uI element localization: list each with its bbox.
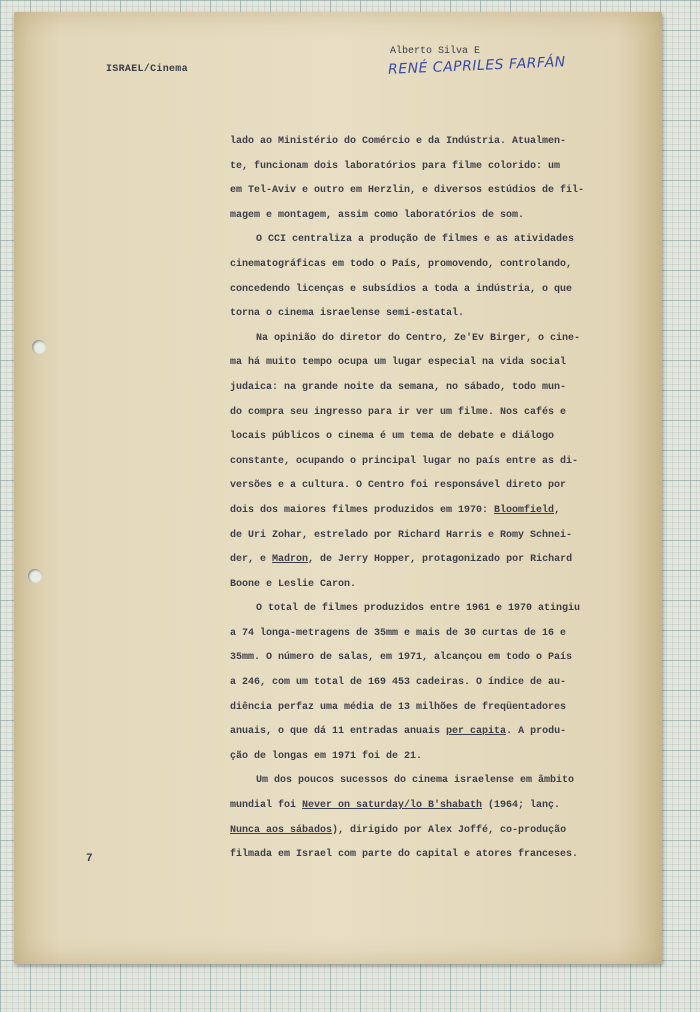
text-line: cinematográficas em todo o País, promovendo, controlando, <box>230 258 573 270</box>
text-line: em Tel-Aviv e outro em Herzlin, e diversos estúdios de fil- <box>230 185 585 197</box>
paragraph-4 <box>230 597 610 769</box>
text-line: de Uri Zohar, estrelado por Richard Harris e Romy Schnei- <box>230 529 573 541</box>
text-line: ção de longas em 1971 foi de 21. <box>230 750 423 762</box>
text-line <box>230 720 610 745</box>
text-fragment: . A produ- <box>506 726 567 738</box>
text-line <box>230 794 610 819</box>
text-fragment: , de Jerry Hopper, protagonizado por Richard <box>308 554 573 566</box>
punch-hole-top <box>32 340 46 354</box>
text-line: versões e a cultura. O Centro foi responsável direto por <box>230 480 567 492</box>
text-line: torna o cinema israelense semi-estatal. <box>230 308 465 320</box>
text-fragment: dois dos maiores filmes produzidos em 1970: <box>230 504 495 516</box>
paragraph-5 <box>230 769 610 867</box>
paragraph-2 <box>230 228 610 326</box>
text-line: Boone e Leslie Caron. <box>230 578 357 590</box>
typed-author: Alberto Silva E <box>390 46 481 57</box>
text-line: Na opinião do diretor do Centro, Ze'Ev Birger, o cine- <box>256 332 581 344</box>
page-number: 7 <box>86 853 93 865</box>
text-line: filmada em Israel com parte do capital e atores franceses. <box>230 849 579 861</box>
punch-hole-bottom <box>28 569 42 583</box>
text-line: a 74 longa-metragens de 35mm e mais de 30 curtas de 16 e <box>230 627 567 639</box>
text-line <box>230 819 610 844</box>
section-header: ISRAEL/Cinema <box>106 64 188 75</box>
text-line: do compra seu ingresso para ir ver um filme. Nos cafés e <box>230 406 567 418</box>
text-line: judaica: na grande noite da semana, no sábado, todo mun- <box>230 381 567 393</box>
text-line: concedendo licenças e subsídios a toda a indústria, o que <box>230 283 573 295</box>
text-line: lado ao Ministério do Comércio e da Indústria. Atualmen- <box>230 136 567 147</box>
text-fragment: (1964; lanç. <box>482 800 561 812</box>
text-line: O total de filmes produzidos entre 1961 e 1970 atingiu <box>256 603 581 615</box>
film-title-madron: Madron <box>272 554 309 566</box>
paragraph-3 <box>230 327 610 598</box>
text-line: O CCI centraliza a produção de filmes e as atividades <box>256 234 575 246</box>
text-line: diência perfaz uma média de 13 milhões de freqüentadores <box>230 701 567 713</box>
text-fragment: anuais, o que dá 11 entradas anuais <box>230 726 447 738</box>
film-title-never-on-saturday: Never on saturday/lo B'shabath <box>302 800 483 812</box>
text-line <box>230 499 610 524</box>
text-line: a 246, com um total de 169 453 cadeiras. O índice de au- <box>230 677 567 689</box>
text-line: locais públicos o cinema é um tema de debate e diálogo <box>230 431 555 443</box>
text-line: ma há muito tempo ocupa um lugar especial na vida social <box>230 357 567 369</box>
text-line: Um dos poucos sucessos do cinema israelense em âmbito <box>256 775 575 787</box>
text-line: constante, ocupando o principal lugar no país entre as di- <box>230 455 579 467</box>
film-title-bloomfield: Bloomfield <box>494 504 555 516</box>
paragraph-1 <box>230 130 610 228</box>
text-fragment: mundial foi <box>230 800 303 812</box>
text-line: te, funcionam dois laboratórios para filme colorido: um <box>230 160 561 172</box>
text-line: magem e montagem, assim como laboratórios de som. <box>230 209 525 221</box>
text-fragment: , <box>554 504 561 516</box>
per-capita-term: per capita <box>446 726 507 738</box>
film-title-nunca-aos-sabados: Nunca aos sábados <box>230 824 333 836</box>
text-fragment: ), dirigido por Alex Joffé, co-produção <box>332 824 567 836</box>
text-fragment: der, e <box>230 554 273 566</box>
body-text <box>230 130 610 868</box>
handwritten-author: RENÉ CAPRILES FARFÁN <box>387 54 567 78</box>
text-line <box>230 548 610 573</box>
text-line: 35mm. O número de salas, em 1971, alcançou em todo o País <box>230 652 573 664</box>
